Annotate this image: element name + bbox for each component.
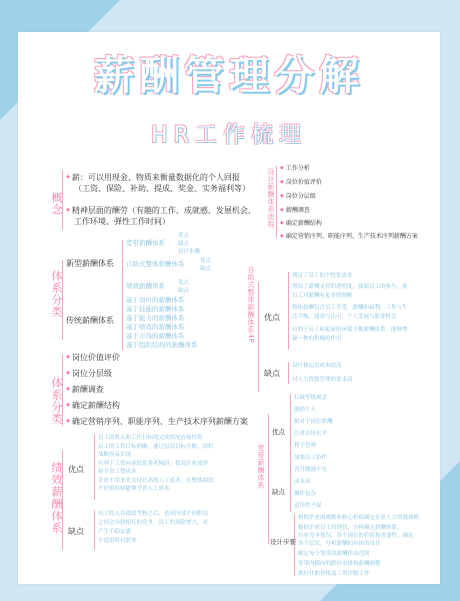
overall-pro-4: 整体薪酬包含员工享受，薪酬和福利，工作与生 [292,305,408,311]
performance-con-3: 产生不稳定感 [98,529,132,535]
design-item-1: ◆ 岗位价值评价 [66,352,120,363]
overall-pros: 优点 [200,258,212,264]
process-item-2: ◆ 岗位价值评价 [280,178,322,187]
overall-cons: 缺点 [200,266,212,272]
traditional-item-6: 基于组织结构的薪酬体系 [126,341,198,349]
design-item-4: ◆ 确定薪酬结构 [66,400,120,411]
broadband-pros: 优点 [178,233,190,239]
overall-reward-system: 自助式整体薪酬体系 [126,260,185,268]
broadband-step-4: 各个层次，分析薪酬的具体的设计 [298,541,381,547]
process-item-5: ◆ 确定薪酬结构 [280,219,322,228]
traditional-item-1: 基于岗位的薪酬体系 [126,296,185,304]
traditional-item-2: 基于技能的薪酬体系 [126,305,185,313]
broadband-pro-4: 注重市场水平 [294,431,328,437]
concept-item-1: ◆ 薪：可以用现金、物质来衡量数据化的个人回报 [66,172,240,183]
concept-item-2: （工资、保险、补助、提成、奖金、实务福利等） [74,184,250,193]
design-item-2: ◆ 岗位分层级 [66,368,112,379]
overall-pro-6: 有利于员工和更新的环境平衡薪酬体系，能够增 [292,327,408,333]
broadband-cons: 缺点 [178,241,190,247]
broadband-step-3: 行业竞争情况，各个岗位的价值和重要性，确定 [298,533,414,539]
broadband-step-6: 宽带内横向的职位安排和薪酬调整 [298,561,381,567]
process-item-1: ◆ 工作分析 [280,164,310,173]
performance-pro-5: 和节省工资成本 [98,469,137,475]
performance-pro-6: 企业不用事先支付过高的人工成本，在整体绩效 [98,478,214,484]
broadband-system: 宽带薪酬体系 [126,239,165,247]
broadband-steps-label: 设计步骤 [270,538,296,546]
performance-con-2: 之间会导致相互的竞争，员工的风险增大，对 [98,520,209,526]
broadband-pro-6: 加强员工协作 [294,455,328,461]
section-label-overall-reward: 自助式整体薪酬体系4P [247,266,255,344]
section-label-system: 体系分类 [50,270,63,318]
traditional-item-5: 基于市场的薪酬体系 [126,332,185,340]
overall-pro-3: 员工对薪酬有更多的理解 [292,293,353,299]
broadband-steps: 设计步骤 [178,249,201,255]
overall-pros-label: 优点 [264,313,280,322]
performance-cons: 缺点 [178,288,190,294]
process-item-4: ◆ 薪酬调查 [280,206,310,215]
process-item-3: ◆ 岗位分层级 [280,192,316,201]
performance-pro-7: 不好的时候能够节省人工成本 [98,486,170,492]
section-label-performance: 绩效薪酬体系 [50,462,63,534]
performance-pro-1: 员工的收入和工作目标的完成情况直接挂钩 [98,435,203,441]
section-label-concept: 概念 [50,192,63,216]
overall-pro-1: 满足了员工的个性化需求 [292,273,353,279]
broadband-pro-1: 打破等级观念 [294,395,328,401]
traditional-system: 传统薪酬体系 [66,316,114,325]
broadband-step-1: 根据企业的战略和核心价值确定企业人力资源战略 [298,515,420,521]
broadband-step-7: 做好任职资格及工资评级工作 [298,571,370,577]
broadband-con-1: 晋升激励不足 [294,467,328,473]
broadband-step-5: 确定每个宽带的薪酬浮动范围 [298,551,370,557]
broadband-pro-2: 激励个人 [294,407,317,413]
traditional-item-4: 基于绩效的薪酬体系 [126,323,185,331]
performance-system: 绩效薪酬体系 [126,282,165,290]
overall-con-2: 对人力资源管理的要求高 [292,377,353,383]
broadband-step-2: 根据企业员工的现状，分析确定薪酬体系， [298,525,403,531]
page-subtitle: HR工作梳理 [151,123,307,148]
performance-pros: 优点 [178,280,190,286]
mindmap-card [18,32,440,584]
overall-pro-7: 强一种的积极的作用 [292,336,342,342]
design-item-3: ◆ 薪酬调查 [66,384,104,395]
overall-cons-label: 缺点 [264,369,280,378]
performance-cons-label: 缺点 [68,527,84,536]
new-system: 新型薪酬体系 [66,259,114,268]
broadband-con-3: 操作复杂 [294,491,317,497]
performance-pro-3: 战略容易实现 [98,452,132,458]
design-item-5: ◆ 确定营销序列、职能序列、生产技术序列薪酬方案 [66,416,248,427]
performance-con-4: 不适用所有职业 [98,538,137,544]
process-item-6: ◆ 确定营销序列、职能序列、生产技术序列薪酬方案 [280,232,418,241]
overall-pro-5: 活平衡，绩效与认可，个人发展与职业机会 [292,314,397,320]
performance-pro-2: 员工的工作目标明确，通过层层目标分解，组织 [98,444,214,450]
traditional-item-3: 基于能力的薪酬体系 [126,314,185,322]
section-label-design: 体系分类 [50,377,63,425]
broadband-pros-label: 优点 [272,428,285,436]
page-title: 薪酬管理分解 [94,53,364,99]
broadband-pro-3: 相对于岗位薪酬 [294,419,333,425]
performance-con-1: 员工收入在绩效考核之后，造成内部不同职员 [98,511,209,517]
broadband-con-4: 适用性不强 [294,503,322,509]
broadband-cons-label: 缺点 [272,488,285,496]
section-label-broadband: 宽带薪酬体系 [257,444,265,489]
overall-con-1: 设计和运用成本较高 [292,363,342,369]
concept-item-4: 工作环境、弹性工作时间） [74,217,170,226]
concept-item-3: ◆ 精神层面的酬劳（有趣的工作、成就感、发展机会、 [66,205,256,216]
broadband-pro-5: 利于管理 [294,443,317,449]
performance-pros-label: 优点 [68,465,84,474]
section-label-design-process: 设计薪酬体系流程 [267,168,275,228]
performance-pro-4: 有利于工资向业绩优秀者倾斜，提高企业效率 [98,461,209,467]
broadband-con-2: 成本高 [294,479,311,485]
overall-pro-2: 增加了薪酬支付的透明度，强调员工的参与，使 [292,284,408,290]
